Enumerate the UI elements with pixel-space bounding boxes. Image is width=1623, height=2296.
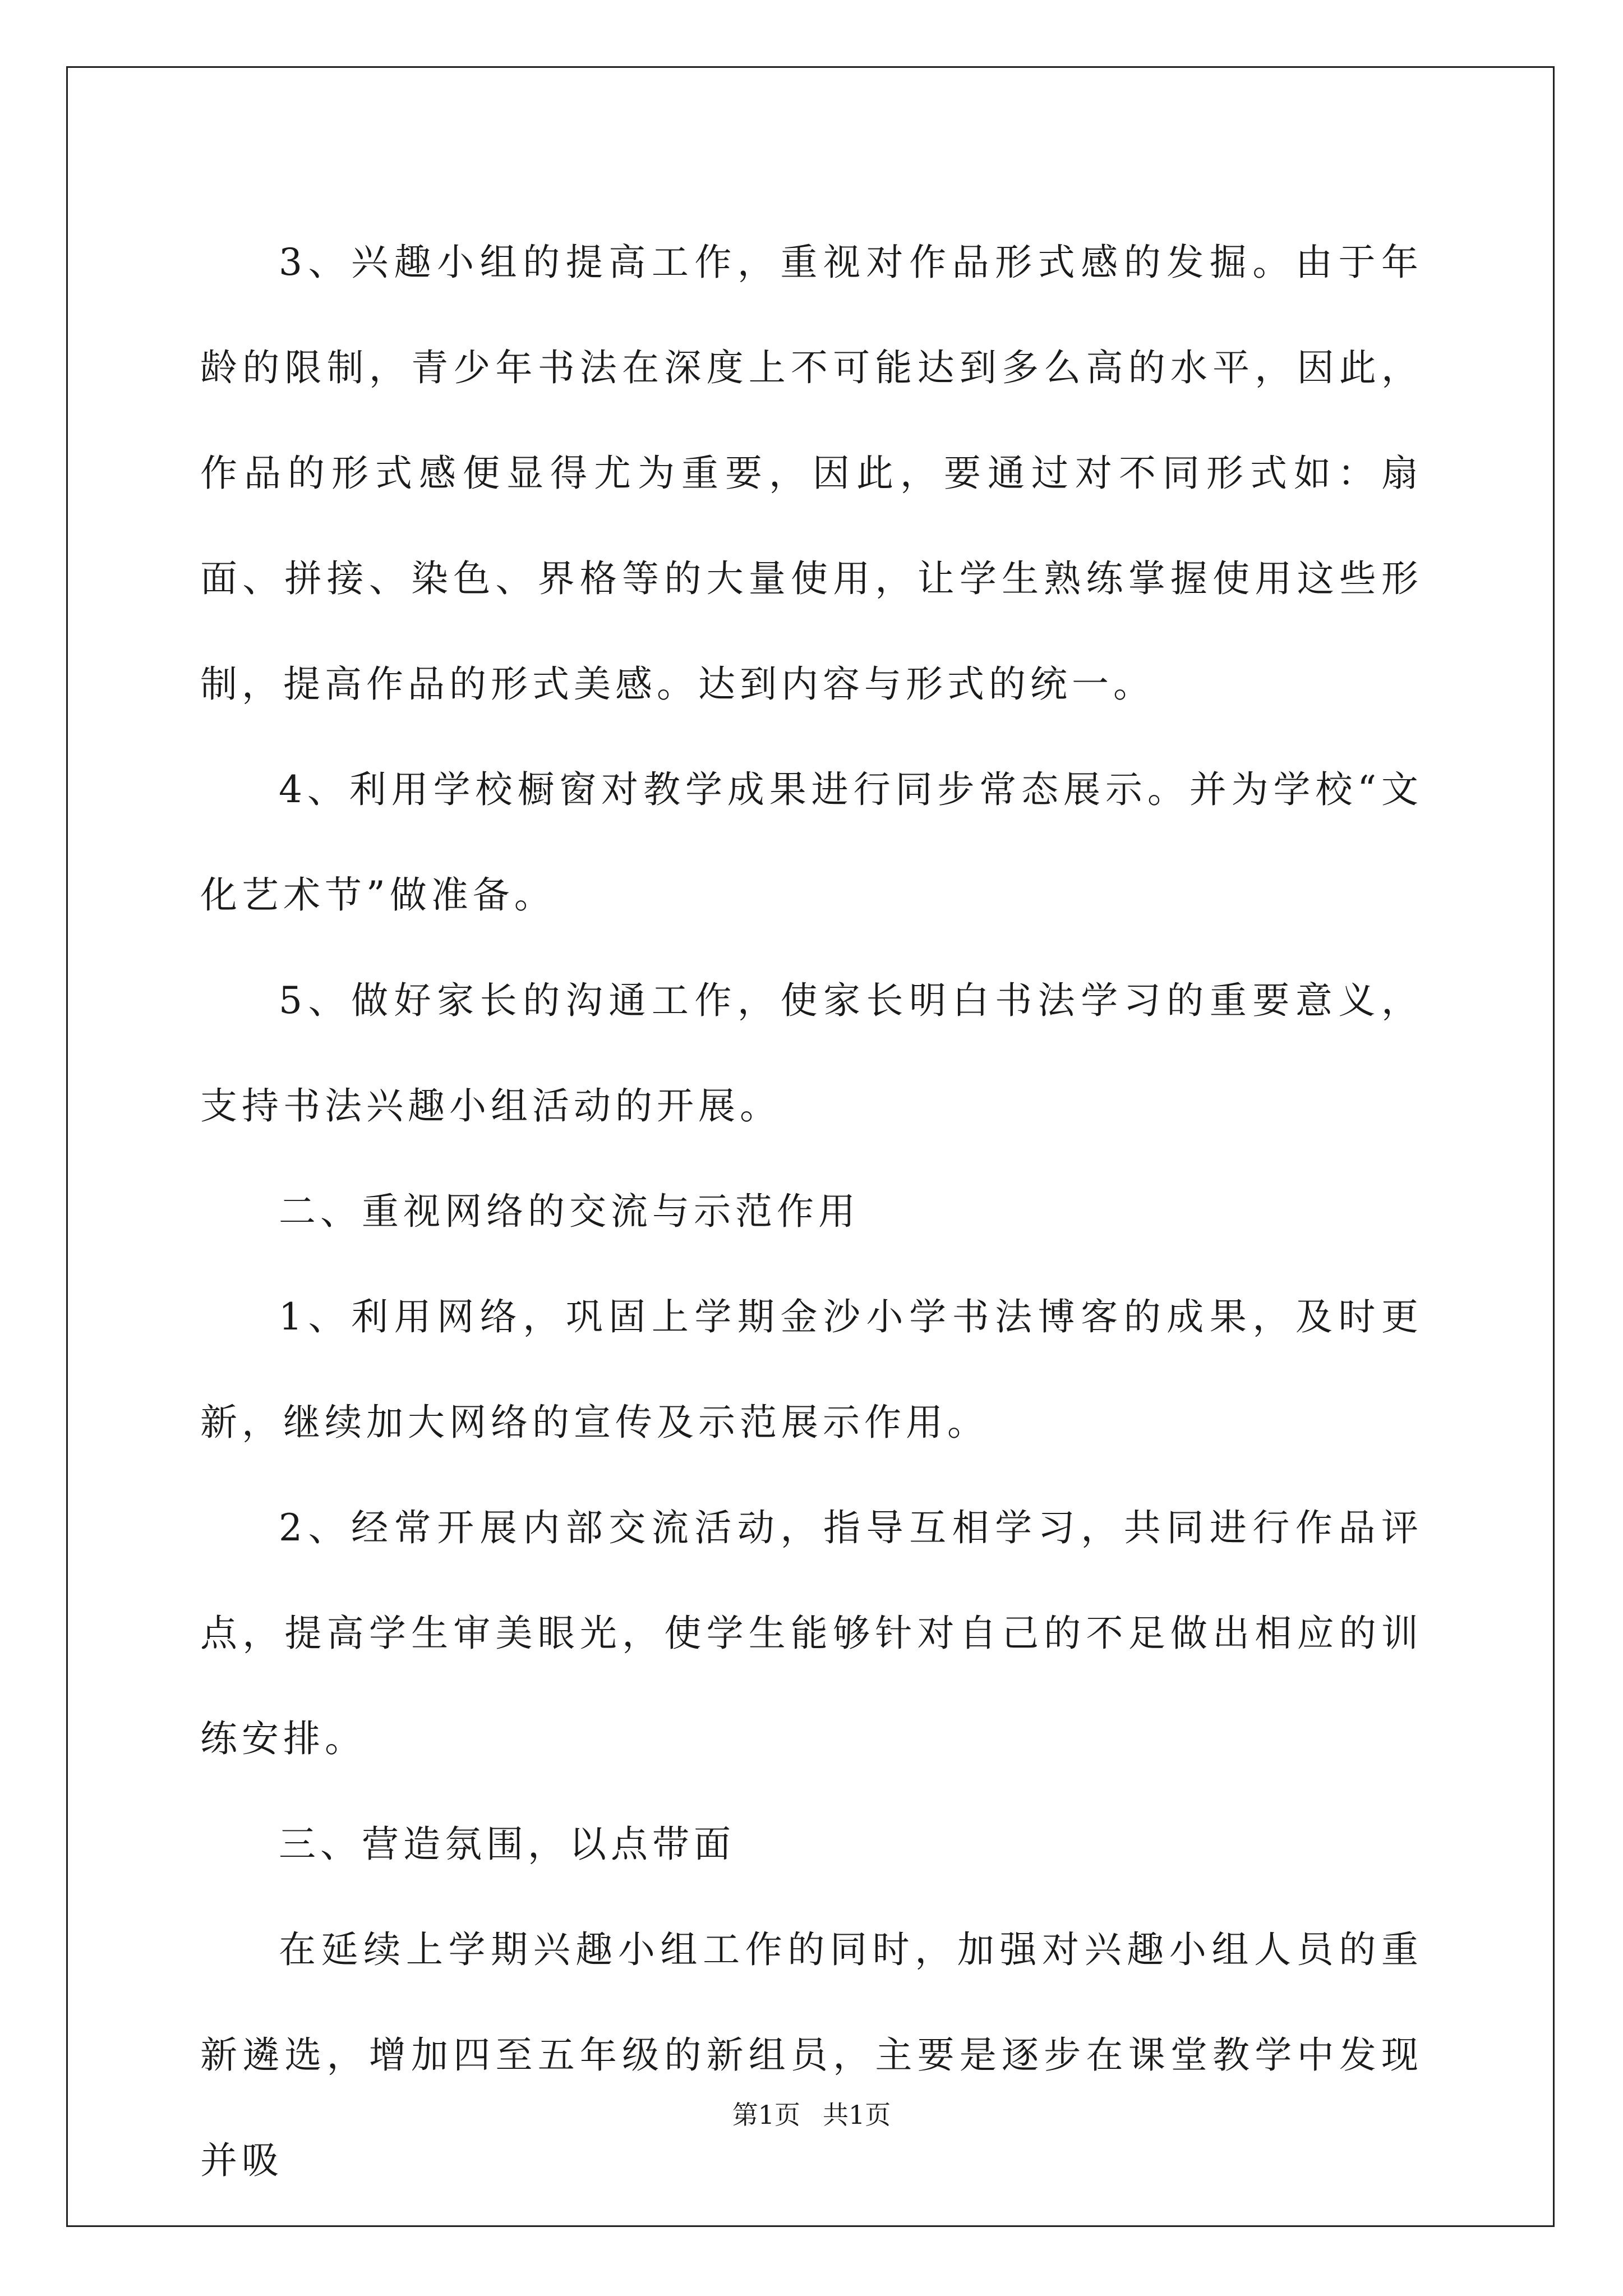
paragraph-item-4: 4、利用学校橱窗对教学成果进行同步常态展示。并为学校“文化艺术节”做准备。 <box>200 768 1423 917</box>
page-total: 共1页 <box>823 2100 891 2130</box>
section-heading-2: 二、重视网络的交流与示范作用 <box>279 1190 860 1233</box>
paragraph-item-5: 5、做好家长的沟通工作，使家长明白书法学习的重要意义，支持书法兴趣小组活动的开展。 <box>200 979 1423 1128</box>
page-footer <box>0 2098 1623 2132</box>
paragraph-item-3: 3、兴趣小组的提高工作，重视对作品形式感的发掘。由于年龄的限制，青少年书法在深度上不可能达到多么高的水平，因此，作品的形式感便显得尤为重要，因此，要通过对不同形式如：扇面、拼接、染色、界格等的大量使用，让学生熟练掌握使用这些形制，提高作品的形式美感。达到内容与形式的统一。 <box>200 241 1423 706</box>
section-heading-3: 三、营造氛围，以点带面 <box>279 1823 735 1866</box>
page-number: 第1页 <box>732 2100 800 2130</box>
paragraph-network-1: 1、利用网络，巩固上学期金沙小学书法博客的成果，及时更新，继续加大网络的宣传及示范展示作用。 <box>200 1295 1423 1444</box>
paragraph-network-2: 2、经常开展内部交流活动，指导互相学习，共同进行作品评点，提高学生审美眼光，使学生能够针对自己的不足做出相应的训练安排。 <box>200 1506 1423 1760</box>
document-body <box>200 210 1423 2214</box>
paragraph-atmosphere: 在延续上学期兴趣小组工作的同时，加强对兴趣小组人员的重新遴选，增加四至五年级的新组员，主要是逐步在课堂教学中发现并吸 <box>200 1928 1423 2182</box>
